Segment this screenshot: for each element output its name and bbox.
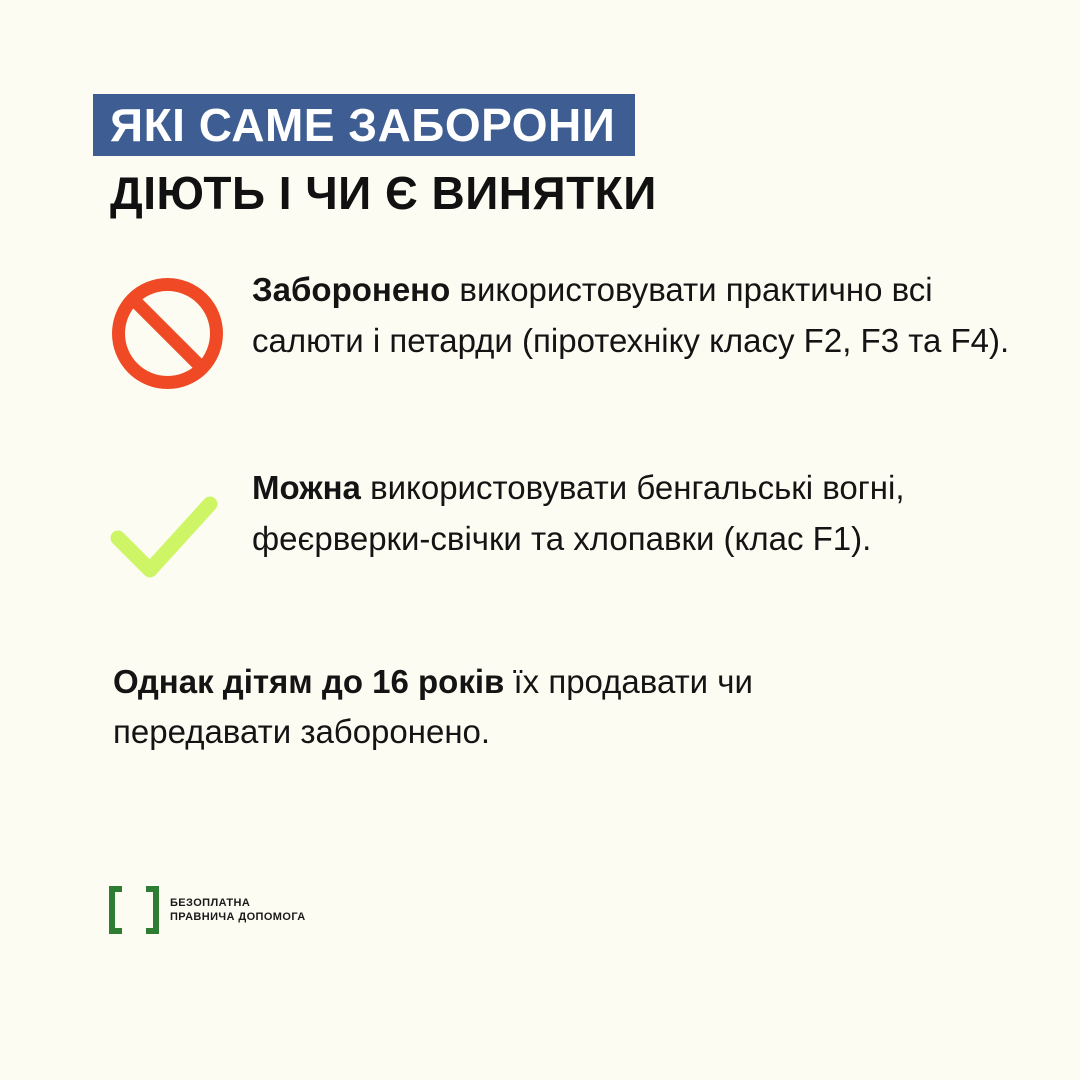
organization-name-line1: БЕЗОПЛАТНА — [170, 897, 251, 909]
title-subline: ДІЮТЬ І ЧИ Є ВИНЯТКИ — [110, 167, 657, 219]
title-highlight: ЯКІ САМЕ ЗАБОРОНИ — [93, 94, 635, 156]
allowed-item-text: використовувати бенгальські вогні, феєрверки-свічки та хлопавки (клас F1). — [252, 469, 905, 557]
allowed-item-bold: Можна — [252, 469, 361, 506]
bracket-logo-icon — [108, 886, 160, 934]
organization-name-line2: ПРАВНИЧА ДОПОМОГА — [170, 911, 306, 923]
age-restriction-note — [113, 657, 913, 757]
allowed-item — [252, 462, 1012, 564]
age-restriction-bold: Однак дітям до 16 років — [113, 663, 505, 700]
prohibited-item — [252, 264, 1012, 366]
prohibited-item-bold: Заборонено — [252, 271, 451, 308]
checkmark-icon — [110, 494, 220, 584]
prohibited-icon — [110, 276, 225, 391]
prohibited-item-text: використовувати практично всі салюти і петарди (піротехніку класу F2, F3 та F4). — [252, 271, 1010, 359]
age-restriction-text: їх продавати чи передавати заборонено. — [113, 663, 753, 750]
organization-name — [170, 896, 306, 924]
